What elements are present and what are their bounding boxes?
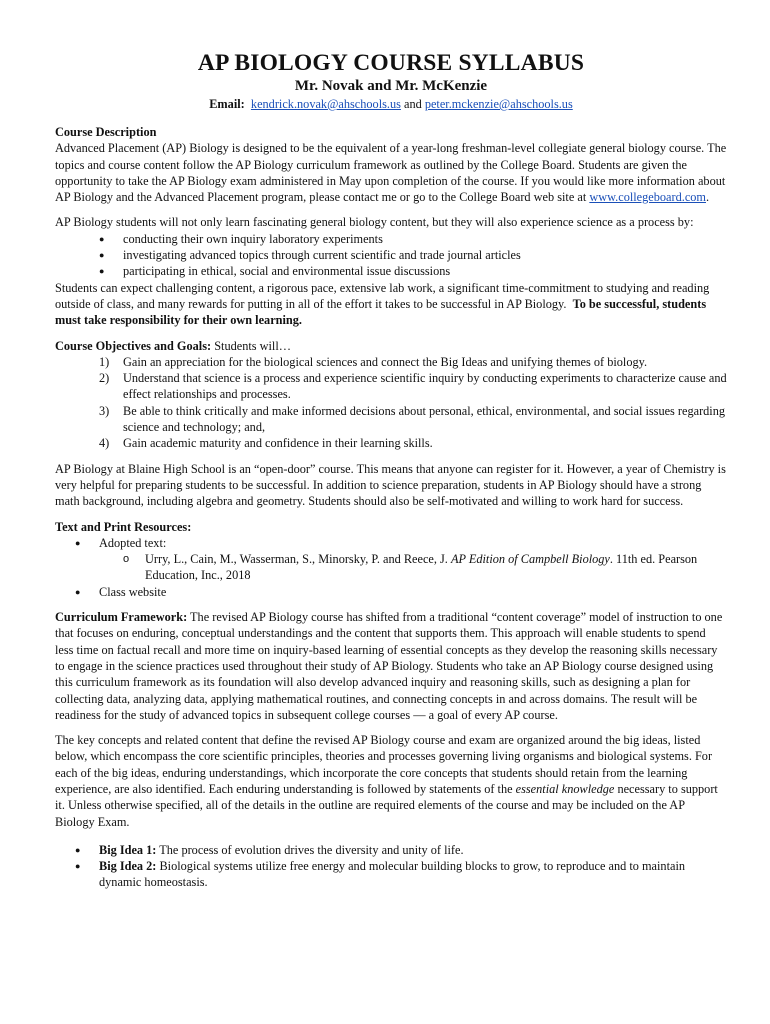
adopted-text-label: Adopted text:: [99, 535, 167, 550]
email-and: and: [403, 97, 422, 111]
list-item: [99, 370, 727, 403]
key-concepts-para: [55, 732, 727, 830]
citation-publisher: . 11th ed. Pearson Education, Inc., 2018: [145, 552, 698, 583]
email-link-mckenzie[interactable]: peter.mckenzie@ahschools.us: [424, 97, 573, 111]
course-description-heading: Course Description: [55, 125, 157, 139]
framework-heading: Curriculum Framework:: [55, 610, 188, 625]
objectives-list: [55, 354, 727, 452]
page-title: AP BIOLOGY COURSE SYLLABUS: [197, 50, 585, 76]
email-line: [55, 96, 727, 112]
process-intro: AP Biology students will not only learn fascinating general biology content, but they will also experience science as a process by:: [55, 215, 694, 230]
list-item: [99, 354, 727, 370]
key-concepts-end: necessary to support it. Unless otherwise specified, all of the details in the outline are required elements of the course and may be included on the AP Biology Exam.: [55, 781, 718, 829]
email-label: Email:: [209, 97, 245, 111]
item-number: 4): [99, 436, 110, 451]
citation-title: AP Edition of Campbell Biology: [450, 552, 610, 567]
objectives-intro: [55, 338, 727, 354]
syllabus-page: [55, 50, 727, 891]
big-idea-label: Big Idea 2:: [99, 859, 157, 874]
framework-para: [55, 609, 727, 723]
course-description-text: Advanced Placement (AP) Biology is designed to be the equivalent of a year-long freshman-level collegiate general biology course. The topics and course content follow the AP Biology curriculum framework as outlined by the College Board. Students are given the opportunity to take the AP Biology exam administered in May upon completion of the course. If you would like more information about AP Biology and the Advanced Placement program, please contact me or go to the College Board web site at: [55, 141, 727, 205]
list-item: [75, 535, 727, 584]
big-ideas-list: [55, 842, 727, 891]
big-idea-text: Biological systems utilize free energy and molecular building blocks to grow, to reproduce and to maintain dynamic homeostasis.: [99, 859, 686, 890]
list-item: ● investigating advanced topics through current scientific and trade journal articles: [99, 247, 727, 263]
open-door-para: AP Biology at Blaine High School is an “open-door” course. This means that anyone can register for it. However, a year of Chemistry is very helpful for preparing students to be successful. In addition to science preparation, students in AP Biology should have a strong math background, including algebra and geometry. Students should also be self-motivated and willing to work hard for success.: [55, 461, 726, 509]
course-description-para: [55, 140, 727, 205]
objectives-heading: Course Objectives and Goals:: [55, 338, 212, 353]
big-idea-item: [75, 842, 727, 858]
resources-list: [55, 535, 727, 600]
resources-heading: Text and Print Resources:: [55, 519, 192, 534]
email-link-novak[interactable]: kendrick.novak@ahschools.us: [250, 97, 401, 111]
objectives-lead: Students will…: [214, 338, 292, 353]
key-concepts-text: The key concepts and related content that define the revised AP Biology course and exam are organized around the big ideas, listed below, which encompass the core scientific principles, theories and processes governing living organisms and biological systems. For each of the big ideas, enduring understandings, which incorporate the core concepts that students should retain from the learning experience, are also identified. Each enduring understanding is followed by statements of the: [55, 733, 713, 796]
teachers-line: Mr. Novak and Mr. McKenzie: [294, 78, 488, 94]
essential-knowledge: essential knowledge: [515, 781, 615, 796]
item-number: 3): [99, 403, 110, 418]
list-item: ● participating in ethical, social and environmental issue discussions: [99, 263, 727, 279]
item-number: 2): [99, 371, 110, 386]
list-item: ● Class website: [75, 584, 727, 600]
citation-authors: Urry, L., Cain, M., Wasserman, S., Minorsky, P. and Reece, J.: [145, 552, 448, 567]
process-list: [55, 231, 727, 280]
citation: [123, 551, 727, 584]
big-idea-item: [75, 858, 727, 891]
expectations-para: [55, 280, 727, 329]
period: .: [706, 190, 710, 205]
framework-text: The revised AP Biology course has shifted from a traditional “content coverage” model of instruction to one that focuses on enduring, conceptual understandings and the content that supports them. This approach will enable students to spend less time on factual recall and more time on inquiry-based learning of essential concepts as they develop the reasoning skills necessary to engage in the science practices used throughout their study of AP Biology. Students who take an AP Biology course designed using this curriculum framework as its foundation will also develop advanced inquiry and reasoning skills, such as designing a plan for collecting data, analyzing data, applying mathematical routines, and connecting concepts in and across domains. The result will be readiness for the study of advanced topics in subsequent college courses — a goal of every AP course.: [55, 610, 723, 722]
item-text: Gain academic maturity and confidence in their learning skills.: [123, 436, 433, 451]
citation-list: [99, 551, 727, 584]
item-number: 1): [99, 354, 110, 369]
list-item: [99, 403, 727, 436]
big-idea-text: The process of evolution drives the diversity and unity of life.: [159, 842, 464, 857]
responsibility-statement: To be successful, students must take responsibility for their own learning.: [55, 296, 707, 328]
list-item: [99, 435, 727, 451]
item-text: Gain an appreciation for the biological sciences and connect the Big Ideas and unifying themes of biology.: [123, 354, 648, 369]
item-text: Be able to think critically and make informed decisions about personal, ethical, environmental, and social issues regarding science and technology; and,: [123, 403, 726, 435]
item-text: Understand that science is a process and experience scientific inquiry by conducting experiments to characterize cause and effect relationships and processes.: [123, 371, 727, 402]
collegeboard-link[interactable]: www.collegeboard.com: [589, 190, 706, 205]
big-idea-label: Big Idea 1:: [99, 842, 157, 857]
list-item: ● conducting their own inquiry laboratory experiments: [99, 231, 727, 247]
expectations-text: Students can expect challenging content, a rigorous pace, extensive lab work, a significant time-commitment to studying and reading outside of class, and many rewards for putting in all of the effort it takes to be successful in AP Biology.: [55, 280, 710, 311]
